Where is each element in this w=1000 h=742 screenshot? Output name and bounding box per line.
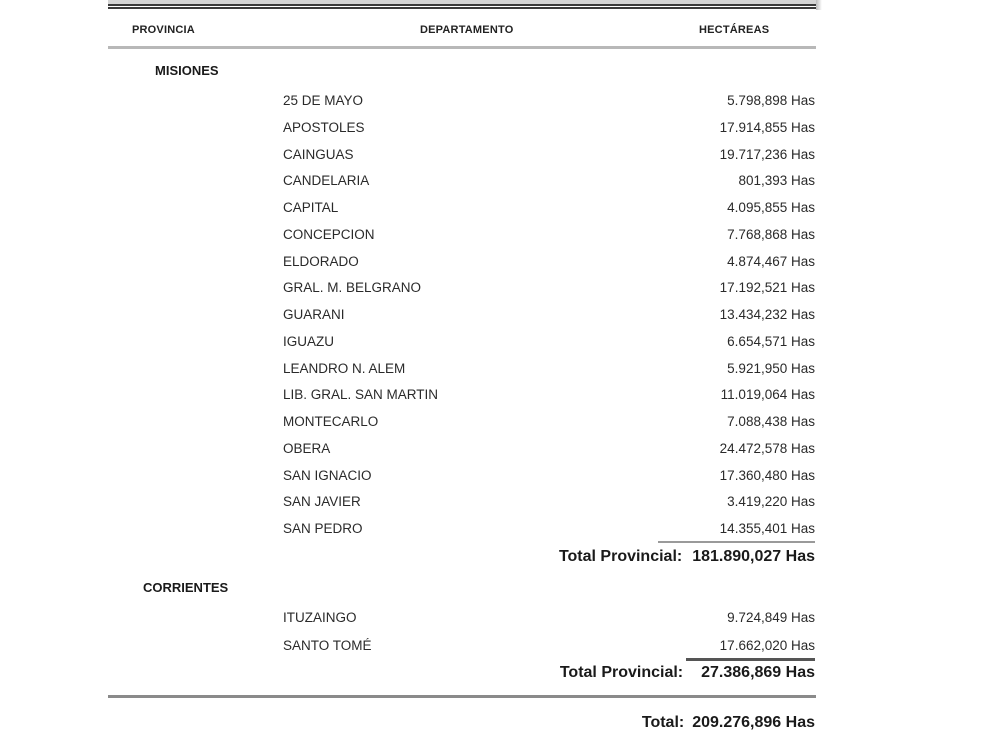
department-hectares: 13.434,232 Has xyxy=(719,307,815,322)
grand-total-value: 209.276,896 Has xyxy=(692,714,815,731)
header-divider xyxy=(108,46,816,49)
department-name: SANTO TOMÉ xyxy=(283,638,372,653)
department-row xyxy=(283,494,815,514)
department-hectares: 7.768,868 Has xyxy=(727,226,815,242)
department-row xyxy=(283,414,815,434)
department-row xyxy=(283,610,815,630)
department-name: OBERA xyxy=(283,440,331,456)
department-hectares: 14.355,401 Has xyxy=(719,521,815,536)
department-hectares: 4.874,467 Has xyxy=(727,253,815,269)
department-row xyxy=(283,307,815,327)
province-total-label: Total Provincial: xyxy=(558,548,683,565)
department-name: CAINGUAS xyxy=(283,146,354,162)
department-row xyxy=(283,280,815,300)
department-name: LEANDRO N. ALEM xyxy=(283,360,406,376)
subtotal-divider xyxy=(658,541,815,543)
grand-total xyxy=(642,714,815,732)
province-total-value: 181.890,027 Has xyxy=(692,548,815,565)
department-row xyxy=(283,120,815,140)
department-name: 25 DE MAYO xyxy=(283,93,364,108)
department-row xyxy=(283,361,815,381)
subtotal-divider xyxy=(686,658,815,661)
department-name: SAN JAVIER xyxy=(283,494,361,510)
department-hectares: 7.088,438 Has xyxy=(727,414,815,429)
department-row xyxy=(283,254,815,274)
department-hectares: 4.095,855 Has xyxy=(727,200,815,215)
department-hectares: 17.360,480 Has xyxy=(719,467,815,483)
department-row xyxy=(283,468,815,488)
department-hectares: 19.717,236 Has xyxy=(719,146,815,162)
department-hectares: 17.192,521 Has xyxy=(719,280,815,296)
department-name: CONCEPCION xyxy=(283,226,375,242)
header-hectareas: HECTÁREAS xyxy=(699,24,770,36)
department-hectares: 3.419,220 Has xyxy=(727,494,815,510)
top-border xyxy=(108,0,816,10)
province-name-corrientes: CORRIENTES xyxy=(143,580,229,595)
province-total-misiones xyxy=(559,548,815,566)
department-row xyxy=(283,147,815,167)
department-hectares: 6.654,571 Has xyxy=(727,333,815,349)
grand-total-divider xyxy=(108,695,816,698)
department-name: ITUZAINGO xyxy=(283,610,357,625)
department-hectares: 801,393 Has xyxy=(738,173,815,189)
department-name: APOSTOLES xyxy=(283,119,365,135)
department-name: SAN PEDRO xyxy=(283,521,363,536)
department-hectares: 5.798,898 Has xyxy=(727,93,815,108)
department-row xyxy=(283,200,815,220)
department-name: CANDELARIA xyxy=(283,173,370,189)
department-row xyxy=(283,638,815,658)
province-total-label: Total Provincial: xyxy=(559,664,684,681)
department-name: MONTECARLO xyxy=(283,414,379,429)
department-row xyxy=(283,173,815,193)
province-name-misiones: MISIONES xyxy=(155,63,219,78)
header-provincia: PROVINCIA xyxy=(132,24,195,36)
department-hectares: 11.019,064 Has xyxy=(720,387,815,403)
department-row xyxy=(283,93,815,113)
department-hectares: 9.724,849 Has xyxy=(727,610,815,625)
header-departamento: DEPARTAMENTO xyxy=(420,24,514,36)
department-row xyxy=(283,227,815,247)
department-name: ELDORADO xyxy=(283,253,359,269)
department-name: IGUAZU xyxy=(283,333,335,349)
department-name: GUARANI xyxy=(283,307,345,322)
province-total-value: 27.386,869 Has xyxy=(701,664,815,681)
department-row xyxy=(283,441,815,461)
department-name: CAPITAL xyxy=(283,200,339,215)
department-row xyxy=(283,387,815,407)
grand-total-label: Total: xyxy=(641,714,685,731)
department-hectares: 24.472,578 Has xyxy=(719,440,815,456)
department-hectares: 17.662,020 Has xyxy=(719,638,815,653)
department-name: LIB. GRAL. SAN MARTIN xyxy=(283,387,439,403)
department-row xyxy=(283,334,815,354)
department-hectares: 17.914,855 Has xyxy=(719,119,815,135)
department-name: SAN IGNACIO xyxy=(283,467,372,483)
department-row xyxy=(283,521,815,541)
department-name: GRAL. M. BELGRANO xyxy=(283,280,422,296)
department-hectares: 5.921,950 Has xyxy=(727,360,815,376)
province-total-corrientes xyxy=(560,664,815,682)
